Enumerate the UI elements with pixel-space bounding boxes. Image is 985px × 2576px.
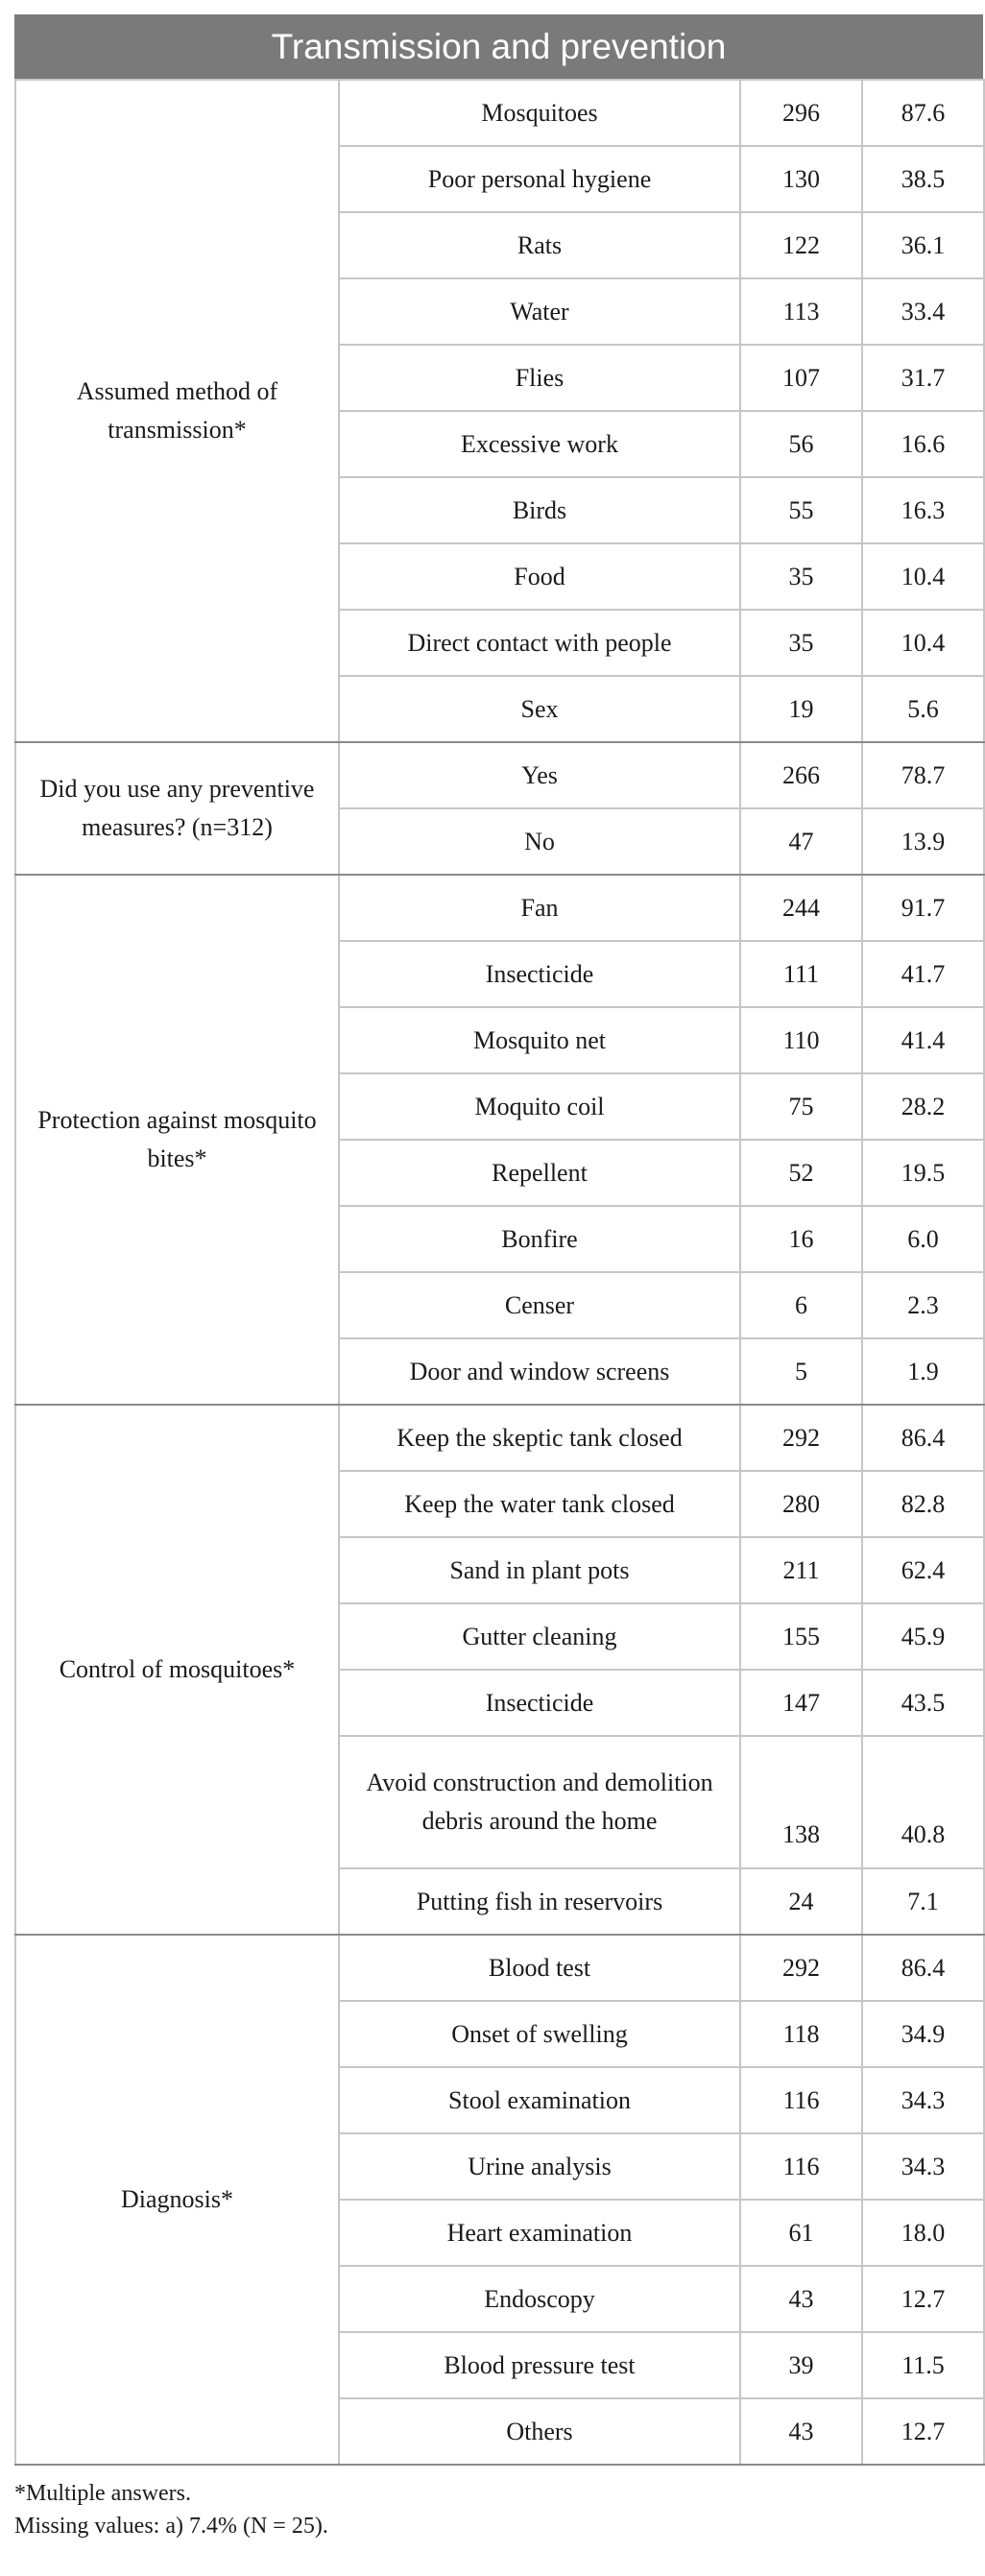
count-cell: 55 xyxy=(740,477,862,543)
percent-cell: 33.4 xyxy=(862,278,984,345)
item-label-cell: Gutter cleaning xyxy=(339,1603,740,1670)
category-cell: Did you use any preventive measures? (n=312) xyxy=(15,742,339,875)
percent-cell: 2.3 xyxy=(862,1272,984,1338)
count-cell: 138 xyxy=(740,1736,862,1868)
item-label-cell: Mosquito net xyxy=(339,1007,740,1073)
table-container xyxy=(14,14,983,2542)
count-cell: 110 xyxy=(740,1007,862,1073)
category-cell: Diagnosis* xyxy=(15,1935,339,2465)
count-cell: 155 xyxy=(740,1603,862,1670)
item-label-cell: Blood pressure test xyxy=(339,2332,740,2398)
count-cell: 113 xyxy=(740,278,862,345)
percent-cell: 7.1 xyxy=(862,1868,984,1935)
count-cell: 280 xyxy=(740,1471,862,1537)
table-title: Transmission and prevention xyxy=(14,14,983,79)
item-label-cell: Bonfire xyxy=(339,1206,740,1272)
percent-cell: 10.4 xyxy=(862,610,984,676)
count-cell: 211 xyxy=(740,1537,862,1603)
count-cell: 16 xyxy=(740,1206,862,1272)
percent-cell: 34.9 xyxy=(862,2001,984,2067)
item-label-cell: Putting fish in reservoirs xyxy=(339,1868,740,1935)
item-label-cell: Door and window screens xyxy=(339,1338,740,1405)
table-row xyxy=(15,742,984,808)
percent-cell: 31.7 xyxy=(862,345,984,411)
percent-cell: 41.7 xyxy=(862,941,984,1007)
item-label-cell: Urine analysis xyxy=(339,2133,740,2200)
percent-cell: 12.7 xyxy=(862,2266,984,2332)
percent-cell: 12.7 xyxy=(862,2398,984,2465)
percent-cell: 18.0 xyxy=(862,2200,984,2266)
count-cell: 244 xyxy=(740,875,862,941)
percent-cell: 13.9 xyxy=(862,808,984,875)
count-cell: 116 xyxy=(740,2133,862,2200)
item-label-cell: Insecticide xyxy=(339,1670,740,1736)
percent-cell: 16.6 xyxy=(862,411,984,477)
item-label-cell: Keep the skeptic tank closed xyxy=(339,1405,740,1471)
count-cell: 35 xyxy=(740,610,862,676)
table-row xyxy=(15,1935,984,2001)
item-label-cell: Yes xyxy=(339,742,740,808)
item-label-cell: Sex xyxy=(339,676,740,742)
count-cell: 116 xyxy=(740,2067,862,2133)
table-body xyxy=(15,80,984,2465)
percent-cell: 41.4 xyxy=(862,1007,984,1073)
item-label-cell: Others xyxy=(339,2398,740,2465)
count-cell: 47 xyxy=(740,808,862,875)
percent-cell: 16.3 xyxy=(862,477,984,543)
footnote-multiple-answers: *Multiple answers. xyxy=(14,2481,191,2506)
table-row xyxy=(15,1405,984,1471)
item-label-cell: Onset of swelling xyxy=(339,2001,740,2067)
percent-cell: 86.4 xyxy=(862,1935,984,2001)
item-label-cell: Heart examination xyxy=(339,2200,740,2266)
category-cell: Control of mosquitoes* xyxy=(15,1405,339,1935)
percent-cell: 1.9 xyxy=(862,1338,984,1405)
count-cell: 39 xyxy=(740,2332,862,2398)
percent-cell: 11.5 xyxy=(862,2332,984,2398)
item-label-cell: Rats xyxy=(339,212,740,278)
item-label-cell: Stool examination xyxy=(339,2067,740,2133)
count-cell: 43 xyxy=(740,2266,862,2332)
percent-cell: 5.6 xyxy=(862,676,984,742)
count-cell: 292 xyxy=(740,1935,862,2001)
item-label-cell: Avoid construction and demolition debris around the home xyxy=(339,1736,740,1868)
count-cell: 118 xyxy=(740,2001,862,2067)
percent-cell: 78.7 xyxy=(862,742,984,808)
item-label-cell: Endoscopy xyxy=(339,2266,740,2332)
count-cell: 24 xyxy=(740,1868,862,1935)
percent-cell: 62.4 xyxy=(862,1537,984,1603)
count-cell: 6 xyxy=(740,1272,862,1338)
percent-cell: 91.7 xyxy=(862,875,984,941)
percent-cell: 28.2 xyxy=(862,1073,984,1140)
count-cell: 292 xyxy=(740,1405,862,1471)
count-cell: 147 xyxy=(740,1670,862,1736)
item-label-cell: Poor personal hygiene xyxy=(339,146,740,212)
table-row xyxy=(15,875,984,941)
item-label-cell: Blood test xyxy=(339,1935,740,2001)
footnote-missing-values: Missing values: a) 7.4% (N = 25). xyxy=(14,2514,328,2539)
percent-cell: 38.5 xyxy=(862,146,984,212)
category-cell: Assumed method of transmission* xyxy=(15,80,339,742)
count-cell: 35 xyxy=(740,543,862,610)
item-label-cell: Direct contact with people xyxy=(339,610,740,676)
item-label-cell: Repellent xyxy=(339,1140,740,1206)
percent-cell: 43.5 xyxy=(862,1670,984,1736)
count-cell: 56 xyxy=(740,411,862,477)
count-cell: 111 xyxy=(740,941,862,1007)
item-label-cell: Birds xyxy=(339,477,740,543)
count-cell: 61 xyxy=(740,2200,862,2266)
item-label-cell: Moquito coil xyxy=(339,1073,740,1140)
item-label-cell: No xyxy=(339,808,740,875)
count-cell: 43 xyxy=(740,2398,862,2465)
item-label-cell: Censer xyxy=(339,1272,740,1338)
percent-cell: 19.5 xyxy=(862,1140,984,1206)
item-label-cell: Mosquitoes xyxy=(339,80,740,146)
item-label-cell: Insecticide xyxy=(339,941,740,1007)
count-cell: 19 xyxy=(740,676,862,742)
item-label-cell: Flies xyxy=(339,345,740,411)
percent-cell: 36.1 xyxy=(862,212,984,278)
percent-cell: 45.9 xyxy=(862,1603,984,1670)
count-cell: 75 xyxy=(740,1073,862,1140)
item-label-cell: Sand in plant pots xyxy=(339,1537,740,1603)
count-cell: 107 xyxy=(740,345,862,411)
count-cell: 52 xyxy=(740,1140,862,1206)
percent-cell: 87.6 xyxy=(862,80,984,146)
count-cell: 122 xyxy=(740,212,862,278)
percent-cell: 40.8 xyxy=(862,1736,984,1868)
item-label-cell: Food xyxy=(339,543,740,610)
percent-cell: 10.4 xyxy=(862,543,984,610)
percent-cell: 86.4 xyxy=(862,1405,984,1471)
item-label-cell: Keep the water tank closed xyxy=(339,1471,740,1537)
item-label-cell: Excessive work xyxy=(339,411,740,477)
count-cell: 130 xyxy=(740,146,862,212)
percent-cell: 34.3 xyxy=(862,2133,984,2200)
count-cell: 5 xyxy=(740,1338,862,1405)
percent-cell: 82.8 xyxy=(862,1471,984,1537)
table-row xyxy=(15,80,984,146)
item-label-cell: Water xyxy=(339,278,740,345)
count-cell: 296 xyxy=(740,80,862,146)
category-cell: Protection against mosquito bites* xyxy=(15,875,339,1405)
percent-cell: 34.3 xyxy=(862,2067,984,2133)
percent-cell: 6.0 xyxy=(862,1206,984,1272)
item-label-cell: Fan xyxy=(339,875,740,941)
data-table xyxy=(14,79,985,2466)
footnotes xyxy=(14,2477,983,2542)
count-cell: 266 xyxy=(740,742,862,808)
